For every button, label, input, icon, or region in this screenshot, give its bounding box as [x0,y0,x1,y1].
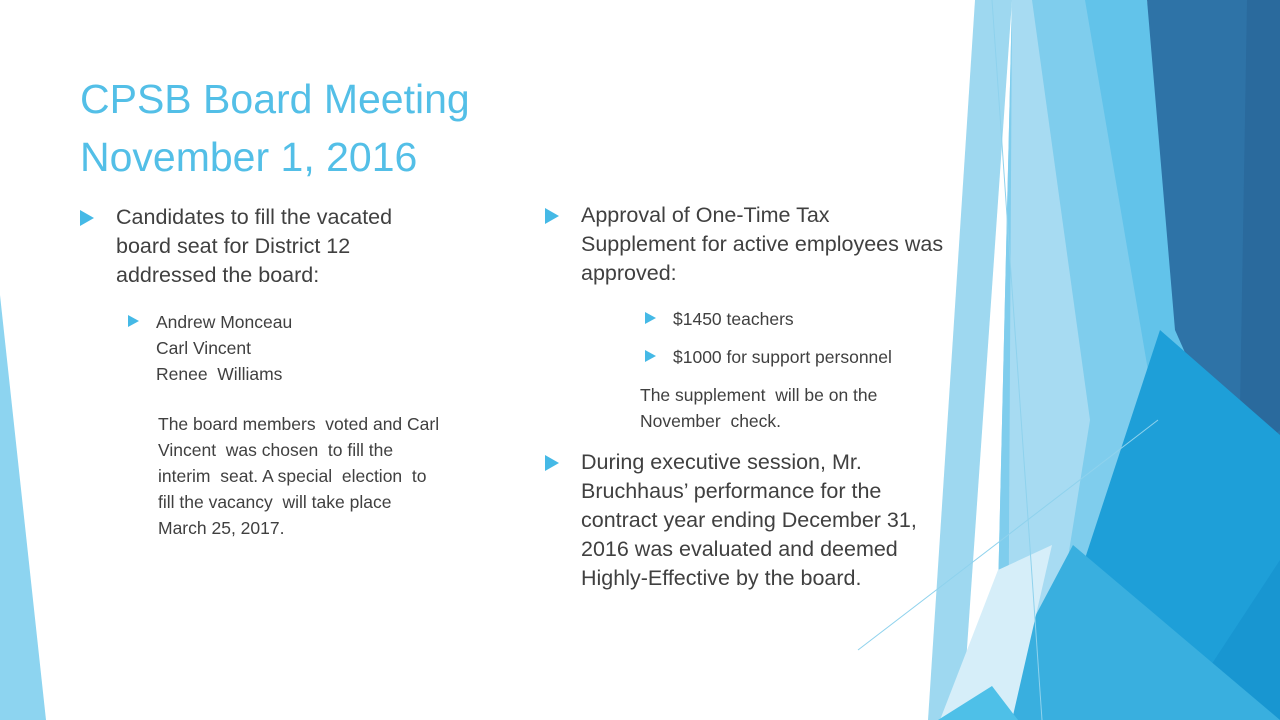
text-line: Renee Williams [156,364,283,384]
text-line: Vincent was chosen to fill the [158,440,394,460]
candidate-names-text [156,309,292,387]
text-line: approved: [581,261,677,285]
text-line: board seat for District 12 [116,234,351,258]
bullet-triangle-icon [545,455,559,471]
right-bullet-tax-supplement [545,201,1025,288]
text-line: Candidates to fill the vacated [116,205,393,229]
right-subbullets [645,306,1025,370]
left-paragraph-vote-result [158,411,510,541]
facet-left-corner-wedge [0,295,46,720]
slide-title-line-1: CPSB Board Meeting [80,76,470,122]
right-bullet-executive-session-text [581,448,917,593]
left-subbullet-candidate-names [128,309,510,387]
text-line: Carl Vincent [156,338,252,358]
text-line: During executive session, Mr. [581,450,862,474]
text-line: fill the vacancy will take place [158,492,392,512]
text-line: 2016 was evaluated and deemed [581,537,898,561]
text-line: interim seat. A special election to [158,466,427,486]
subbullet-teachers [645,306,1025,332]
text-line: November check. [640,411,782,431]
slide-title [80,70,700,186]
bullet-triangle-icon [645,350,656,362]
text-line: The board members voted and Carl [158,414,440,434]
text-line: March 25, 2017. [158,518,285,538]
right-bullet-executive-session [545,448,1025,593]
subbullet-support-personnel-text: $1000 for support personnel [673,347,892,367]
left-column [80,203,510,541]
subbullet-support-personnel [645,344,1025,370]
text-line: The supplement will be on the [640,385,878,405]
left-bullet-candidates-text [116,203,392,290]
text-line: Bruchhaus’ performance for the [581,479,882,503]
text-line: Highly-Effective by the board. [581,566,862,590]
right-paragraph-november-check [640,382,1025,434]
bullet-triangle-icon [80,210,94,226]
left-bullet-candidates [80,203,510,290]
bullet-triangle-icon [128,315,139,327]
right-bullet-tax-supplement-text [581,201,943,288]
subbullet-teachers-text: $1450 teachers [673,309,794,329]
slide-title-line-2: November 1, 2016 [80,134,418,180]
text-line: Supplement for active employees was [581,232,944,256]
right-column [545,201,1025,593]
bullet-triangle-icon [545,208,559,224]
text-line: contract year ending December 31, [581,508,917,532]
text-line: Approval of One-Time Tax [581,203,830,227]
text-line: Andrew Monceau [156,312,293,332]
text-line: addressed the board: [116,263,320,287]
bullet-triangle-icon [645,312,656,324]
